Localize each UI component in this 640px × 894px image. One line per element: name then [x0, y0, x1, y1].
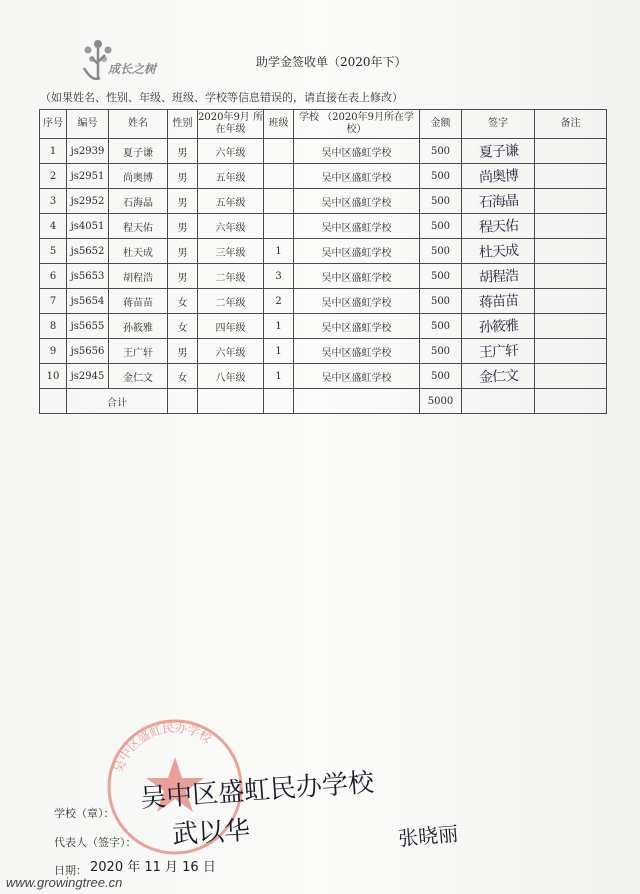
cell-class: 1 — [264, 239, 294, 264]
header-grade: 2020年9月 所在年级 — [198, 110, 264, 139]
cell-school: 吴中区盛虹学校 — [294, 289, 420, 314]
table-header-row — [40, 110, 607, 139]
cell-code: js5655 — [67, 314, 109, 339]
cell-school: 吴中区盛虹学校 — [294, 364, 420, 389]
cell-name: 尚奥博 — [109, 164, 168, 189]
header-seq: 序号 — [40, 110, 67, 139]
cell-seq: 7 — [40, 289, 67, 314]
cell-amount: 500 — [420, 364, 462, 389]
handwritten-signature: 胡程浩 — [478, 267, 518, 287]
table-row — [40, 289, 607, 314]
cell-name: 金仁文 — [109, 364, 168, 389]
cell-school: 吴中区盛虹学校 — [294, 164, 420, 189]
cell-remark — [535, 189, 607, 214]
cell-class — [264, 164, 294, 189]
svg-text:吴中区盛虹民办学校 — [111, 720, 215, 775]
cell-remark — [535, 289, 607, 314]
cell-code: js4051 — [67, 214, 109, 239]
total-row — [40, 389, 607, 414]
cell-signature — [462, 164, 535, 189]
header-name: 姓名 — [109, 110, 168, 139]
cell-grade: 八年级 — [198, 364, 264, 389]
handwritten-signature: 夏子谦 — [478, 142, 518, 162]
cell-amount: 500 — [420, 339, 462, 364]
cell-name: 夏子谦 — [109, 139, 168, 164]
cell-seq: 3 — [40, 189, 67, 214]
table-row — [40, 264, 607, 289]
cell-seq: 8 — [40, 314, 67, 339]
cell-grade: 四年级 — [198, 314, 264, 339]
cell-gender: 男 — [168, 239, 198, 264]
cell-gender: 男 — [168, 189, 198, 214]
cell-class: 1 — [264, 364, 294, 389]
handwritten-signature: 杜天成 — [478, 242, 518, 262]
logo-text: 成长之树 — [108, 62, 157, 76]
handwritten-school-name: 吴中区盛虹民办学校 — [139, 767, 375, 815]
cell-seq: 10 — [40, 364, 67, 389]
cell-grade: 二年级 — [198, 264, 264, 289]
cell-code: js2951 — [67, 164, 109, 189]
growing-tree-logo — [78, 38, 183, 88]
cell-gender: 男 — [168, 214, 198, 239]
cell-code: js2939 — [67, 139, 109, 164]
cell-seq: 5 — [40, 239, 67, 264]
handwritten-signature: 孙筱雅 — [478, 317, 518, 337]
cell-seq: 9 — [40, 339, 67, 364]
cell-code: js2945 — [67, 364, 109, 389]
cell-name: 程天佑 — [109, 214, 168, 239]
cell-amount: 500 — [420, 289, 462, 314]
cell-signature — [462, 189, 535, 214]
cell-school: 吴中区盛虹学校 — [294, 214, 420, 239]
cell-school: 吴中区盛虹学校 — [294, 314, 420, 339]
handwritten-signature: 王广轩 — [478, 342, 518, 362]
cell-grade: 二年级 — [198, 289, 264, 314]
cell-class: 1 — [264, 339, 294, 364]
cell-school: 吴中区盛虹学校 — [294, 339, 420, 364]
table-row — [40, 164, 607, 189]
handwritten-representative: 武以华 — [171, 815, 251, 851]
cell-class — [264, 139, 294, 164]
header-class: 班级 — [264, 110, 294, 139]
cell-amount: 500 — [420, 189, 462, 214]
cell-school: 吴中区盛虹学校 — [294, 189, 420, 214]
cell-name: 孙筱雅 — [109, 314, 168, 339]
representative-label: 代表人（签字）： — [54, 836, 137, 849]
cell-remark — [535, 164, 607, 189]
cell-code: js5656 — [67, 339, 109, 364]
handwritten-signature: 蒋苗苗 — [478, 292, 518, 312]
cell-gender: 男 — [168, 339, 198, 364]
cell-gender: 男 — [168, 264, 198, 289]
table-row — [40, 139, 607, 164]
cell-code: js2952 — [67, 189, 109, 214]
cell-grade: 六年级 — [198, 214, 264, 239]
cell-signature — [462, 364, 535, 389]
cell-remark — [535, 364, 607, 389]
cell-grade: 三年级 — [198, 239, 264, 264]
handwritten-signature: 金仁文 — [478, 367, 518, 387]
cell-class: 1 — [264, 314, 294, 339]
cell-remark — [535, 314, 607, 339]
total-amount: 5000 — [420, 389, 462, 414]
cell-grade: 五年级 — [198, 164, 264, 189]
cell-signature — [462, 339, 535, 364]
table-row — [40, 239, 607, 264]
cell-seq: 4 — [40, 214, 67, 239]
handwritten-representative-2: 张晓丽 — [397, 821, 460, 851]
cell-signature — [462, 239, 535, 264]
cell-amount: 500 — [420, 164, 462, 189]
handwritten-signature: 尚奥博 — [478, 167, 518, 187]
stipend-table — [39, 109, 607, 414]
website-watermark: www.growingtree.cn — [6, 875, 123, 890]
document-title: 助学金签收单（2020年下） — [256, 55, 407, 69]
cell-code: js5653 — [67, 264, 109, 289]
instruction-note: （如果姓名、性别、年级、班级、学校等信息错误的，请直接在表上修改） — [40, 91, 403, 104]
date-label: 日期： — [54, 864, 87, 877]
cell-remark — [535, 214, 607, 239]
cell-school: 吴中区盛虹学校 — [294, 239, 420, 264]
cell-grade: 五年级 — [198, 189, 264, 214]
cell-gender: 女 — [168, 364, 198, 389]
cell-amount: 500 — [420, 239, 462, 264]
cell-grade: 六年级 — [198, 339, 264, 364]
header-amount: 金额 — [420, 110, 462, 139]
cell-gender: 女 — [168, 289, 198, 314]
cell-signature — [462, 214, 535, 239]
handwritten-signature: 石海晶 — [478, 192, 518, 212]
cell-grade: 六年级 — [198, 139, 264, 164]
cell-gender: 女 — [168, 314, 198, 339]
cell-amount: 500 — [420, 214, 462, 239]
table-row — [40, 339, 607, 364]
cell-name: 王广轩 — [109, 339, 168, 364]
cell-gender: 男 — [168, 139, 198, 164]
cell-signature — [462, 264, 535, 289]
table-row — [40, 189, 607, 214]
cell-seq: 6 — [40, 264, 67, 289]
cell-class — [264, 189, 294, 214]
cell-remark — [535, 139, 607, 164]
header-sign: 签字 — [462, 110, 535, 139]
cell-name: 石海晶 — [109, 189, 168, 214]
cell-name: 蒋苗苗 — [109, 289, 168, 314]
table-row — [40, 214, 607, 239]
handwritten-date: 2020 年 11 月 16 日 — [90, 860, 216, 875]
cell-remark — [535, 339, 607, 364]
cell-amount: 500 — [420, 139, 462, 164]
cell-signature — [462, 289, 535, 314]
cell-seq: 2 — [40, 164, 67, 189]
school-seal-label: 学校（章）： — [54, 807, 115, 820]
cell-code: js5654 — [67, 289, 109, 314]
cell-school: 吴中区盛虹学校 — [294, 264, 420, 289]
header-code: 编号 — [67, 110, 109, 139]
header-school: 学校 （2020年9月所在学校） — [294, 110, 420, 139]
total-label: 合计 — [67, 389, 168, 414]
cell-amount: 500 — [420, 264, 462, 289]
cell-class — [264, 214, 294, 239]
cell-school: 吴中区盛虹学校 — [294, 139, 420, 164]
cell-signature — [462, 139, 535, 164]
header-gender: 性别 — [168, 110, 198, 139]
cell-signature — [462, 314, 535, 339]
cell-remark — [535, 239, 607, 264]
table-row — [40, 314, 607, 339]
cell-amount: 500 — [420, 314, 462, 339]
cell-code: js5652 — [67, 239, 109, 264]
header-remark: 备注 — [535, 110, 607, 139]
handwritten-signature: 程天佑 — [478, 217, 518, 237]
seal-text: 吴中区盛虹民办学校 — [111, 720, 215, 775]
cell-class: 2 — [264, 289, 294, 314]
table-row — [40, 364, 607, 389]
cell-name: 杜天成 — [109, 239, 168, 264]
cell-name: 胡程浩 — [109, 264, 168, 289]
cell-class: 3 — [264, 264, 294, 289]
cell-remark — [535, 264, 607, 289]
cell-seq: 1 — [40, 139, 67, 164]
cell-gender: 男 — [168, 164, 198, 189]
